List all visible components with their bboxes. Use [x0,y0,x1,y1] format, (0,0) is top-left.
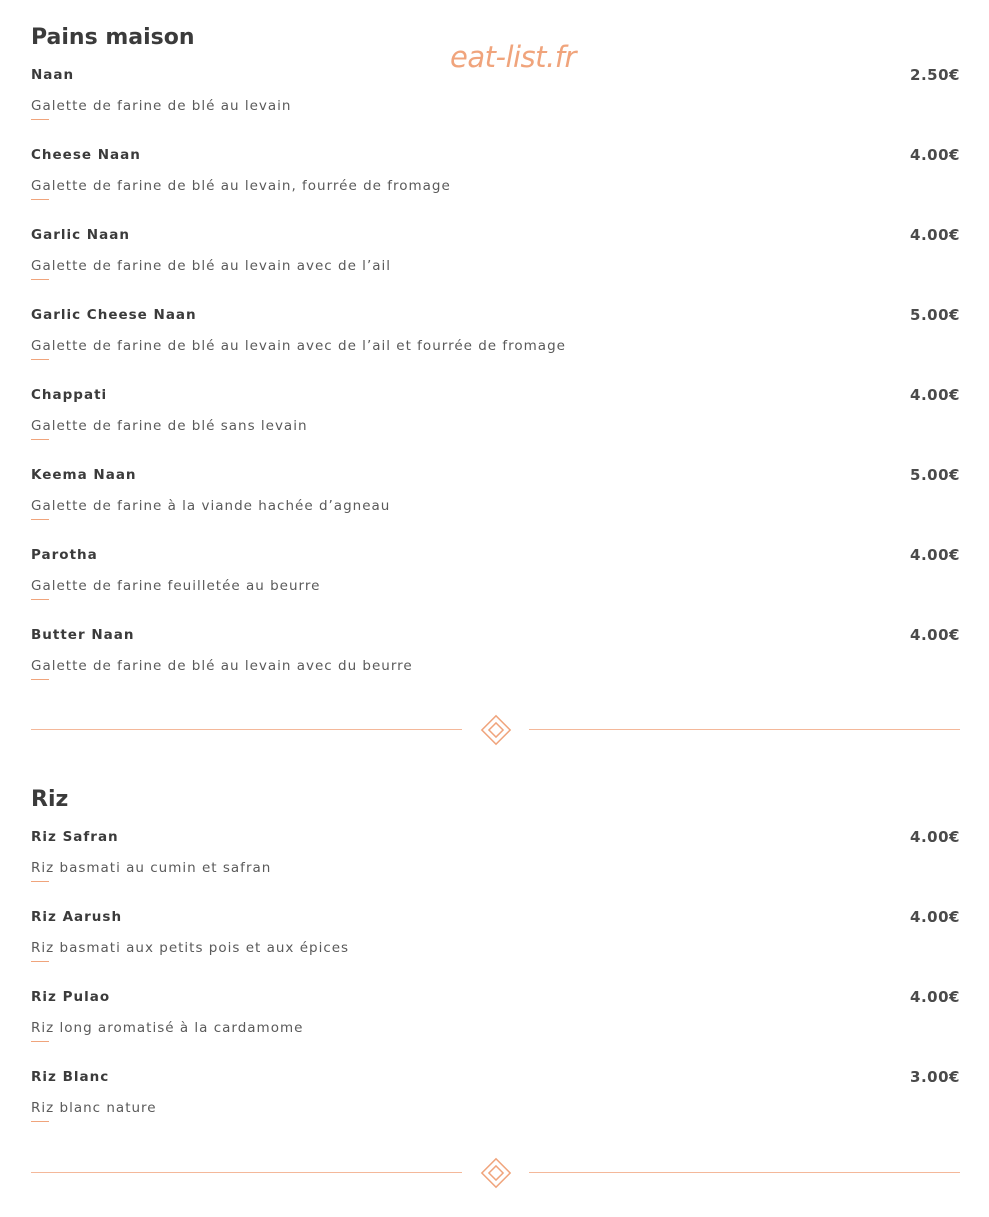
item-name: Garlic Cheese Naan [31,307,197,323]
menu-item [31,545,960,625]
item-name: Cheese Naan [31,147,141,163]
item-description: Riz basmati aux petits pois et aux épices [31,940,350,956]
menu-item [31,385,960,465]
item-separator-dash [31,279,49,280]
item-description: Galette de farine de blé au levain avec de l’ail et fourrée de fromage [31,338,566,354]
menu-item [31,827,960,907]
diamond-ornament-icon [478,712,514,748]
menu-item [31,305,960,385]
menu-item [31,145,960,225]
menu-item [31,465,960,545]
item-description: Galette de farine de blé sans levain [31,418,308,434]
menu-item [31,225,960,305]
menu-item [31,1067,960,1147]
section-title: Riz [31,787,69,812]
item-separator-dash [31,1121,49,1122]
item-separator-dash [31,359,49,360]
section-divider [31,710,960,750]
item-description: Galette de farine de blé au levain avec du beurre [31,658,413,674]
item-description: Galette de farine de blé au levain, fourrée de fromage [31,178,451,194]
item-description: Riz long aromatisé à la cardamome [31,1020,304,1036]
menu-item [31,987,960,1067]
item-separator-dash [31,199,49,200]
divider-line [529,729,960,730]
menu-item [31,625,960,705]
divider-line [31,729,462,730]
item-price: 4.00€ [910,546,960,564]
item-name: Riz Blanc [31,1069,110,1085]
item-separator-dash [31,961,49,962]
watermark: eat-list.fr [450,40,576,74]
item-description: Galette de farine à la viande hachée d’agneau [31,498,391,514]
item-price: 4.00€ [910,828,960,846]
item-price: 5.00€ [910,306,960,324]
section-riz [31,782,960,1116]
item-name: Chappati [31,387,108,403]
item-price: 4.00€ [910,146,960,164]
item-name: Riz Pulao [31,989,111,1005]
item-description: Galette de farine de blé au levain [31,98,292,114]
item-description: Galette de farine de blé au levain avec de l’ail [31,258,392,274]
menu-item [31,65,960,145]
section-title: Pains maison [31,25,195,50]
item-name: Garlic Naan [31,227,130,243]
diamond-ornament-icon [478,1155,514,1191]
item-description: Riz basmati au cumin et safran [31,860,272,876]
divider-line [529,1172,960,1173]
item-price: 4.00€ [910,626,960,644]
item-name: Riz Aarush [31,909,123,925]
item-name: Riz Safran [31,829,119,845]
item-separator-dash [31,439,49,440]
menu-item [31,907,960,987]
item-separator-dash [31,881,49,882]
divider-line [31,1172,462,1173]
item-price: 4.00€ [910,908,960,926]
item-separator-dash [31,1041,49,1042]
item-separator-dash [31,679,49,680]
item-name: Keema Naan [31,467,137,483]
section-divider [31,1153,960,1193]
item-price: 2.50€ [910,66,960,84]
item-description: Riz blanc nature [31,1100,157,1116]
item-separator-dash [31,119,49,120]
item-name: Butter Naan [31,627,135,643]
item-description: Galette de farine feuilletée au beurre [31,578,321,594]
item-price: 3.00€ [910,1068,960,1086]
item-separator-dash [31,519,49,520]
item-name: Parotha [31,547,98,563]
item-name: Naan [31,67,75,83]
item-price: 4.00€ [910,226,960,244]
item-price: 4.00€ [910,988,960,1006]
item-separator-dash [31,599,49,600]
item-price: 5.00€ [910,466,960,484]
item-price: 4.00€ [910,386,960,404]
